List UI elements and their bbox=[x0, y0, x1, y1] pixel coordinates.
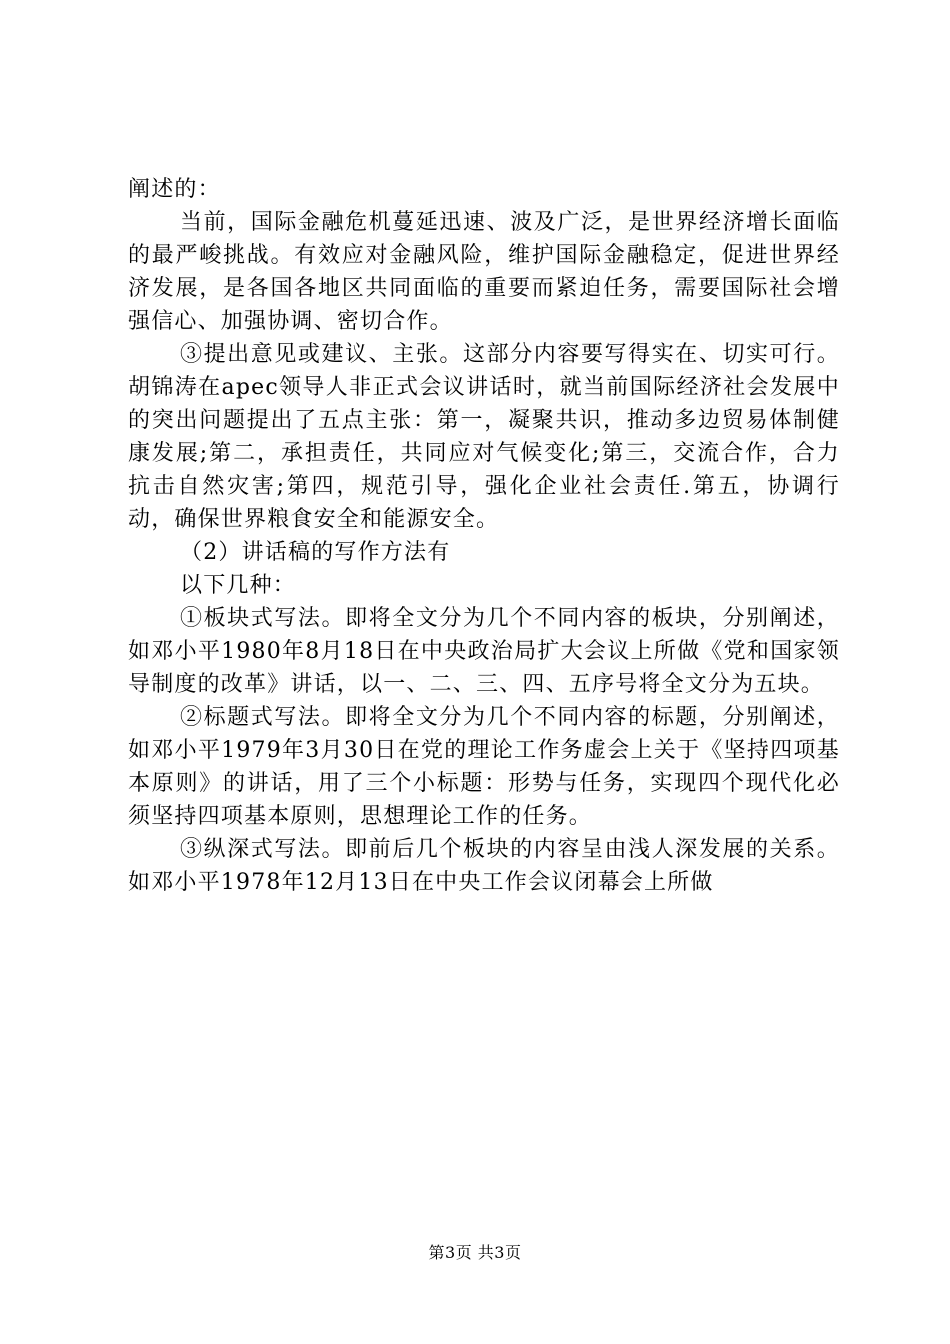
paragraph-heading-method: ②标题式写法。即将全文分为几个不同内容的标题，分别阐述，如邓小平1979年3月30日在党的理论工作务虚会上关于《坚持四项基本原则》的讲话，用了三个小标题：形势与任务，实现四个现代化必须坚持四项基本原则，思想理论工作的任务。 bbox=[128, 705, 840, 829]
paragraph-depth-method: ③纵深式写法。即前后几个板块的内容呈由浅人深发展的关系。如邓小平1978年12月13日在中央工作会议闭幕会上所做 bbox=[128, 837, 840, 895]
page-footer bbox=[0, 1243, 950, 1263]
page-number-indicator: 第3页 共3页 bbox=[428, 1243, 522, 1262]
paragraph-financial-crisis-quote: 当前，国际金融危机蔓延迅速、波及广泛，是世界经济增长面临的最严峻挑战。有效应对金融风险，维护国际金融稳定，促进世界经济发展，是各国各地区共同面临的重要而紧迫任务，需要国际社会增强信心、加强协调、密切合作。 bbox=[128, 210, 840, 334]
paragraph-following-types: 以下几种： bbox=[180, 573, 297, 598]
paragraph-proposals: ③提出意见或建议、主张。这部分内容要写得实在、切实可行。胡锦涛在apec领导人非正式会议讲话时，就当前国际经济社会发展中的突出问题提出了五点主张：第一，凝聚共识，推动多边贸易体制健康发展;第二，承担责任，共同应对气候变化;第三，交流合作，合力抗击自然灾害;第四，规范引导，强化企业社会责任.第五，协调行动，确保世界粮食安全和能源安全。 bbox=[128, 342, 840, 532]
paragraph-continuation: 阐述的： bbox=[128, 177, 221, 202]
paragraph-writing-methods-heading: （2）讲话稿的写作方法有 bbox=[180, 540, 451, 565]
paragraph-block-method: ①板块式写法。即将全文分为几个不同内容的板块，分别阐述，如邓小平1980年8月18日在中央政治局扩大会议上所做《党和国家领导制度的改革》讲话，以一、二、三、四、五序号将全文分为五块。 bbox=[128, 606, 840, 697]
document-body bbox=[128, 173, 840, 899]
